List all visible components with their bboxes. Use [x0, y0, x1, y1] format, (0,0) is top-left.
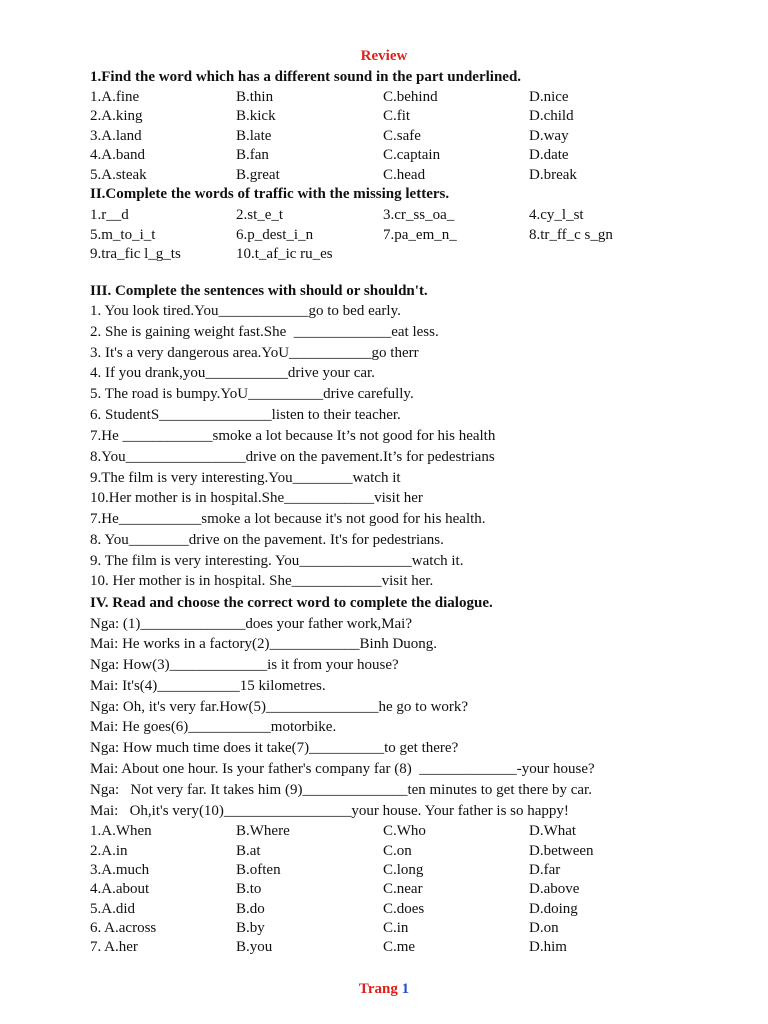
option: C.captain: [383, 147, 441, 163]
sentence-line: 9. The film is very interesting. You_______________watch it.: [90, 553, 464, 569]
dialogue-line: Nga: Oh, it's very far.How(5)_______________he go to work?: [90, 699, 469, 715]
word-blank: 7.pa_em_n_: [383, 227, 457, 243]
section3-heading: III. Complete the sentences with should or shouldn't.: [90, 283, 428, 299]
option: B.at: [236, 843, 261, 859]
word-blank: 8.tr_ff_c s_gn: [529, 227, 613, 243]
section1-row: [90, 145, 730, 165]
page-footer: [0, 979, 768, 999]
word-blank: 3.cr_ss_oa_: [383, 207, 455, 223]
word-blank: 10.t_af_ic ru_es: [236, 246, 333, 262]
word-blank: 9.tra_fic l_g_ts: [90, 246, 181, 262]
option: D.above: [529, 881, 580, 897]
option: 6. A.across: [90, 920, 157, 936]
option: C.head: [383, 167, 426, 183]
answer-options-row: [90, 937, 730, 957]
section4-heading: IV. Read and choose the correct word to complete the dialogue.: [90, 595, 493, 611]
option: 3.A.much: [90, 862, 150, 878]
option: D.him: [529, 939, 567, 955]
sentence-line: 9.The film is very interesting.You________watch it: [90, 470, 401, 486]
option: D.doing: [529, 901, 578, 917]
option: D.way: [529, 128, 569, 144]
option: C.fit: [383, 108, 411, 124]
option: 7. A.her: [90, 939, 138, 955]
sentence-line: 3. It's a very dangerous area.YoU___________go therr: [90, 345, 419, 361]
dialogue-line: Nga: Not very far. It takes him (9)______________ten minutes to get there by car.: [90, 782, 592, 798]
section1-row: [90, 87, 730, 107]
option: D.on: [529, 920, 559, 936]
sentence-line: 8.You________________drive on the pavement.It’s for pedestrians: [90, 449, 495, 465]
option: 5.A.did: [90, 901, 135, 917]
option: 3.A.land: [90, 128, 142, 144]
option: B.late: [236, 128, 272, 144]
section2-row: [90, 205, 730, 225]
option: C.in: [383, 920, 409, 936]
word-blank: 2.st_e_t: [236, 207, 284, 223]
option: C.near: [383, 881, 423, 897]
dialogue-line: Mai: Oh,it's very(10)_________________your house. Your father is so happy!: [90, 803, 569, 819]
option: B.to: [236, 881, 262, 897]
option: 1.A.When: [90, 823, 152, 839]
sentence-line: 8. You________drive on the pavement. It's for pedestrians.: [90, 532, 444, 548]
section2-heading: II.Complete the words of traffic with the missing letters.: [90, 186, 450, 202]
answer-options-row: [90, 821, 730, 841]
answer-options-row: [90, 879, 730, 899]
dialogue-line: Mai: About one hour. Is your father's company far (8) _____________-your house?: [90, 761, 595, 777]
sentence-line: 1. You look tired.You____________go to bed early.: [90, 303, 401, 319]
option: D.What: [529, 823, 577, 839]
sentence-line: 2. She is gaining weight fast.She _____________eat less.: [90, 324, 439, 340]
section2-row: [90, 225, 730, 245]
option: 1.A.fine: [90, 89, 140, 105]
section1-row: [90, 106, 730, 126]
dialogue-line: Mai: It's(4)___________15 kilometres.: [90, 678, 326, 694]
word-blank: 1.r__d: [90, 207, 129, 223]
sentence-line: 4. If you drank,you___________drive your car.: [90, 365, 375, 381]
dialogue-line: Nga: How much time does it take(7)__________to get there?: [90, 740, 459, 756]
option: B.Where: [236, 823, 290, 839]
option: B.you: [236, 939, 273, 955]
option: B.fan: [236, 147, 269, 163]
answer-options-row: [90, 918, 730, 938]
option: C.Who: [383, 823, 426, 839]
page-number: 1: [401, 981, 410, 997]
option: D.far: [529, 862, 561, 878]
option: C.me: [383, 939, 416, 955]
word-blank: 6.p_dest_i_n: [236, 227, 314, 243]
dialogue-line: Nga: (1)______________does your father work,Mai?: [90, 616, 413, 632]
sentence-line: 10. Her mother is in hospital. She____________visit her.: [90, 573, 434, 589]
option: D.between: [529, 843, 594, 859]
page-title: Review: [360, 48, 408, 64]
dialogue-line: Nga: How(3)_____________is it from your house?: [90, 657, 399, 673]
option: B.do: [236, 901, 265, 917]
word-blank: 4.cy_l_st: [529, 207, 584, 223]
dialogue-line: Mai: He goes(6)___________motorbike.: [90, 719, 337, 735]
option: B.thin: [236, 89, 274, 105]
answer-options-row: [90, 899, 730, 919]
option: D.child: [529, 108, 574, 124]
option: 2.A.in: [90, 843, 128, 859]
sentence-line: 6. StudentS_______________listen to their teacher.: [90, 407, 401, 423]
option: D.break: [529, 167, 577, 183]
option: 5.A.steak: [90, 167, 147, 183]
option: B.by: [236, 920, 265, 936]
section2-row: [90, 244, 730, 264]
option: 2.A.king: [90, 108, 143, 124]
sentence-line: 5. The road is bumpy.YoU__________drive carefully.: [90, 386, 414, 402]
section1-row: [90, 165, 730, 185]
option: 4.A.about: [90, 881, 150, 897]
page-label: Trang: [358, 981, 398, 997]
sentence-line: 7.He___________smoke a lot because it's not good for his health.: [90, 511, 486, 527]
option: D.date: [529, 147, 569, 163]
option: C.behind: [383, 89, 438, 105]
option: C.long: [383, 862, 424, 878]
section1-row: [90, 126, 730, 146]
option: C.on: [383, 843, 412, 859]
dialogue-line: Mai: He works in a factory(2)____________Binh Duong.: [90, 636, 438, 652]
option: C.safe: [383, 128, 421, 144]
option: D.nice: [529, 89, 569, 105]
answer-options-row: [90, 860, 730, 880]
section1-heading: 1.Find the word which has a different sound in the part underlined.: [90, 69, 522, 85]
word-blank: 5.m_to_i_t: [90, 227, 156, 243]
option: 4.A.band: [90, 147, 145, 163]
option: B.great: [236, 167, 280, 183]
sentence-line: 10.Her mother is in hospital.She____________visit her: [90, 490, 423, 506]
option: B.kick: [236, 108, 276, 124]
answer-options-row: [90, 841, 730, 861]
option: C.does: [383, 901, 425, 917]
option: B.often: [236, 862, 281, 878]
sentence-line: 7.He ____________smoke a lot because It’s not good for his health: [90, 428, 496, 444]
